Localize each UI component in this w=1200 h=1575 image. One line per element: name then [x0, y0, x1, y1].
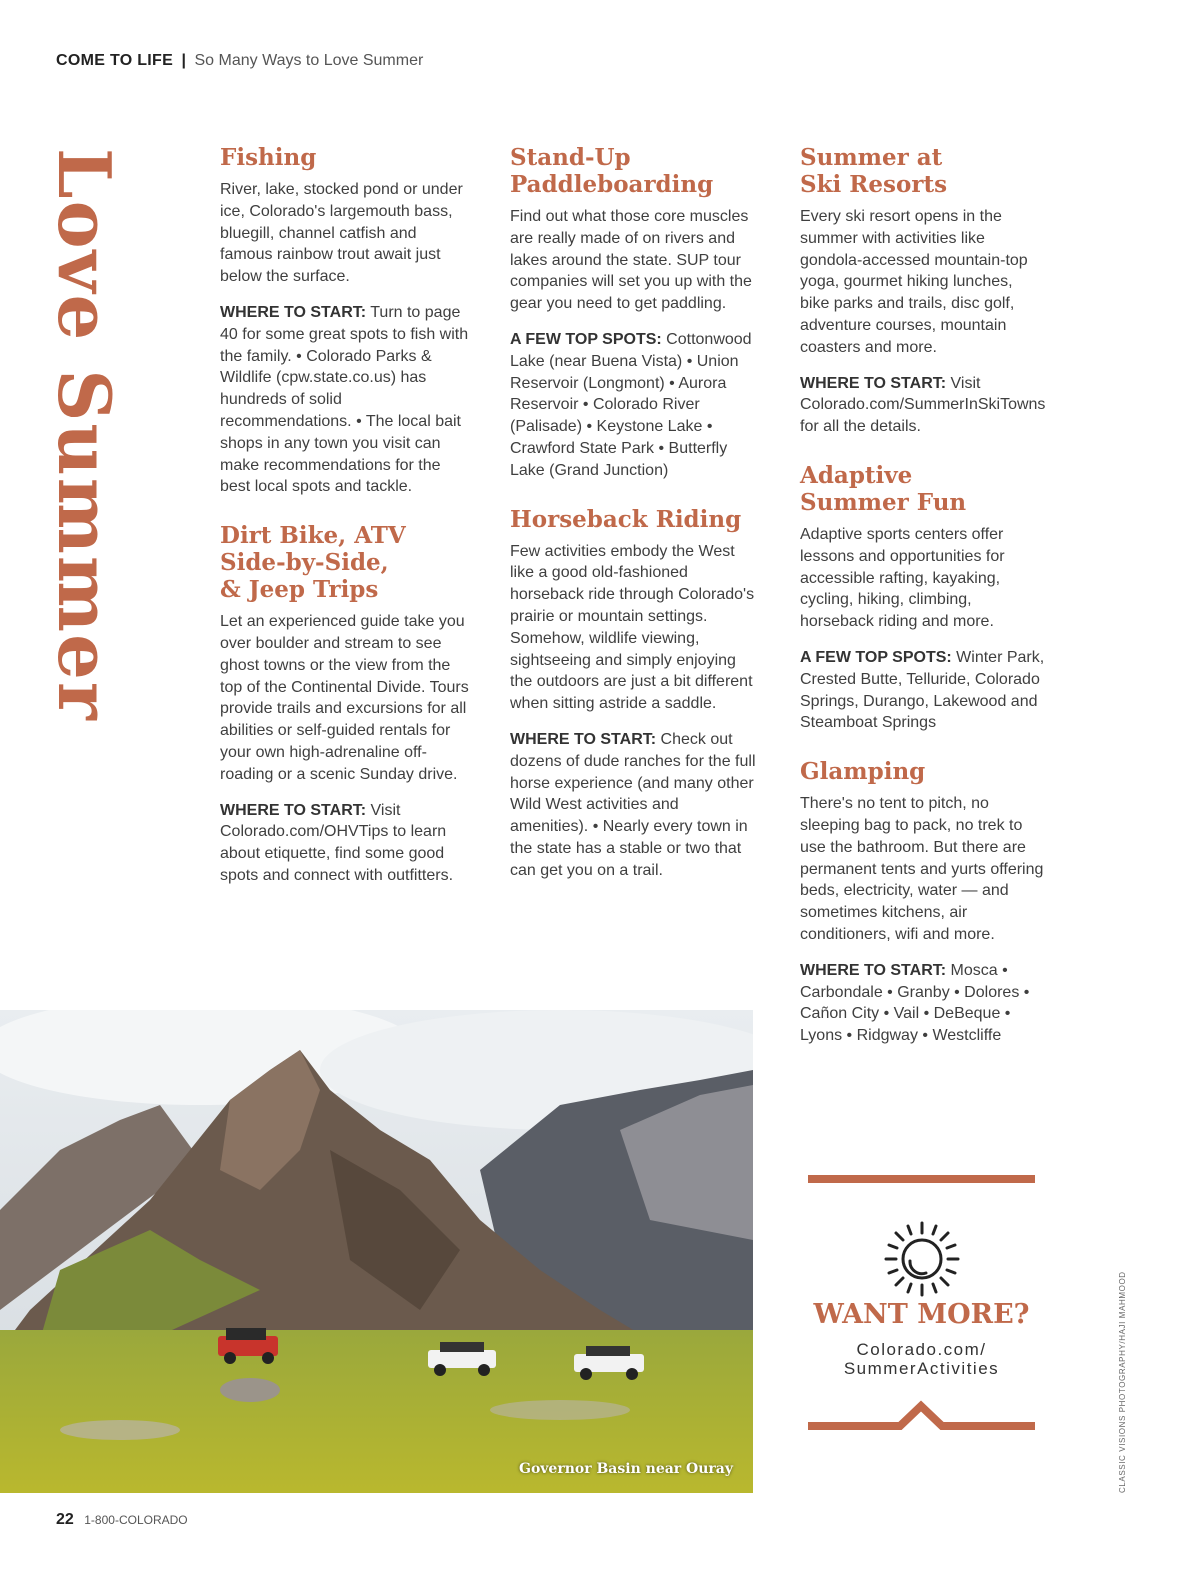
header-subtitle: So Many Ways to Love Summer — [194, 52, 424, 69]
article-section — [800, 462, 1045, 734]
section-title — [510, 506, 760, 533]
tip-text: Visit Colorado.com/SummerInSkiTowns for all the details. — [800, 374, 1046, 436]
tip-label: A FEW TOP SPOTS: — [800, 648, 952, 666]
article-section — [220, 144, 470, 498]
column-3 — [800, 144, 1045, 1071]
want-more-box — [808, 1175, 1035, 1435]
section-body: Every ski resort opens in the summer with activities like gondola-accessed mountain-top yoga, gourmet hiking lunches, bike parks and trails, disc golf, adventure courses, mountain coasters and more. — [800, 208, 1028, 356]
want-more-link[interactable] — [808, 1340, 1035, 1378]
section-title — [800, 144, 1045, 198]
tip-text: Check out dozens of dude ranches for the full horse experience (and many other Wild West activities and amenities). • Nearly every town in the state has a stable or two that can get you on a trail. — [510, 730, 756, 879]
landscape-illustration — [0, 1010, 753, 1493]
photo-credit: CLASSIC VISIONS PHOTOGRAPHY/HAJI MAHMOOD — [1118, 1271, 1127, 1493]
section-title-line: Adaptive — [800, 461, 913, 489]
section-title-line: Summer at — [800, 144, 943, 171]
article-section — [800, 758, 1045, 1047]
section-tip — [800, 373, 1045, 438]
section-label: COME TO LIFE — [56, 52, 174, 69]
article-section — [800, 144, 1045, 438]
column-1 — [220, 144, 470, 911]
tip-text: Mosca • Carbondale • Granby • Dolores • Cañon City • Vail • DeBeque • Lyons • Ridgway • Westcliffe — [800, 961, 1030, 1045]
section-tip — [800, 960, 1045, 1047]
section-body: Adaptive sports centers offer lessons and opportunities for accessible rafting, kayaking, cycling, hiking, climbing, horseback riding and more. — [800, 525, 1005, 631]
section-tip — [510, 729, 760, 882]
vertical-page-title: Love Summer — [42, 148, 127, 722]
link-line-1[interactable]: Colorado.com/ — [856, 1340, 987, 1359]
section-title-line: Paddleboarding — [510, 171, 714, 198]
section-tip — [510, 329, 760, 482]
section-title — [510, 144, 760, 198]
tip-label: WHERE TO START: — [800, 961, 947, 979]
column-2 — [510, 144, 760, 906]
sun-icon — [882, 1219, 962, 1299]
page-footer — [56, 1511, 188, 1529]
section-body: Few activities embody the West like a good old-fashioned horseback ride through Colorado's prairie or mountain settings. Somehow, wildlife viewing, sightseeing and simply enjoying the outdoors are just a bit different when sitting astride a saddle. — [510, 542, 755, 713]
section-title — [800, 758, 1045, 785]
tip-text: Winter Park, Crested Butte, Telluride, Colorado Springs, Durango, Lakewood and Steamboat Springs — [800, 648, 1045, 732]
tip-label: WHERE TO START: — [220, 801, 367, 819]
jeep-mountain-photo — [0, 1010, 753, 1493]
section-title-line: Side-by-Side, — [220, 549, 389, 577]
section-tip — [800, 647, 1045, 734]
section-title-line: Horseback Riding — [510, 505, 742, 533]
tip-label: WHERE TO START: — [220, 303, 367, 321]
section-title-line: Glamping — [800, 758, 926, 786]
section-title-line: & Jeep Trips — [220, 576, 379, 604]
section-body: Let an experienced guide take you over boulder and stream to see ghost towns or the view from the top of the Continental Divide. Tours provide trails and excursions for all abilities or self-guided rentals for your own high-adrenaline off-roading or a scenic Sunday drive. — [220, 613, 469, 783]
section-title — [220, 144, 470, 171]
section-title-line: Ski Resorts — [800, 171, 948, 198]
top-divider-bar — [808, 1175, 1035, 1183]
mountain-peak-divider — [808, 1400, 1035, 1434]
article-section — [220, 522, 470, 887]
page-header — [56, 52, 423, 70]
article-section — [510, 144, 760, 482]
section-body: River, lake, stocked pond or under ice, Colorado's largemouth bass, bluegill, channel catfish and famous rainbow trout await just below the surface. — [220, 181, 463, 286]
phone-number: 1-800-COLORADO — [84, 1513, 188, 1527]
tip-label: WHERE TO START: — [800, 374, 947, 392]
tip-label: A FEW TOP SPOTS: — [510, 330, 662, 348]
page-number: 22 — [56, 1511, 74, 1528]
section-title-line: Fishing — [220, 144, 317, 171]
section-tip — [220, 302, 470, 498]
header-separator: | — [181, 52, 187, 69]
section-title-line: Summer Fun — [800, 488, 967, 516]
section-title — [800, 462, 1045, 516]
section-body: There's no tent to pitch, no sleeping bag to pack, no trek to use the bathroom. But there are permanent tents and yurts offering beds, electricity, water — and sometimes kitchens, air conditioners, wifi and more. — [800, 795, 1044, 943]
want-more-heading: WANT MORE? — [813, 1299, 1030, 1330]
tip-text: Cottonwood Lake (near Buena Vista) • Union Reservoir (Longmont) • Aurora Reservoir • Colorado River (Palisade) • Keystone Lake • Crawford State Park • Butterfly Lake (Grand Junction) — [510, 330, 752, 479]
tip-label: WHERE TO START: — [510, 730, 657, 748]
section-title — [220, 522, 470, 603]
section-title-line: Stand-Up — [510, 144, 631, 171]
section-title-line: Dirt Bike, ATV — [220, 522, 406, 550]
tip-text: Visit Colorado.com/OHVTips to learn about etiquette, find some good spots and connect with outfitters. — [220, 801, 454, 884]
photo-caption: Governor Basin near Ouray — [519, 1461, 733, 1477]
section-body: Find out what those core muscles are really made of on rivers and lakes around the state. SUP tour companies will set you up with the gear you need to get paddling. — [510, 208, 752, 313]
tip-text: Turn to page 40 for some great spots to fish with the family. • Colorado Parks & Wildlife (cpw.state.co.us) has hundreds of solid recommendations. • The local bait shops in any town you visit can make recommendations for the best local spots and tackle. — [220, 303, 469, 496]
section-tip — [220, 800, 470, 887]
article-section — [510, 506, 760, 882]
link-line-2[interactable]: SummerActivities — [843, 1359, 1000, 1378]
